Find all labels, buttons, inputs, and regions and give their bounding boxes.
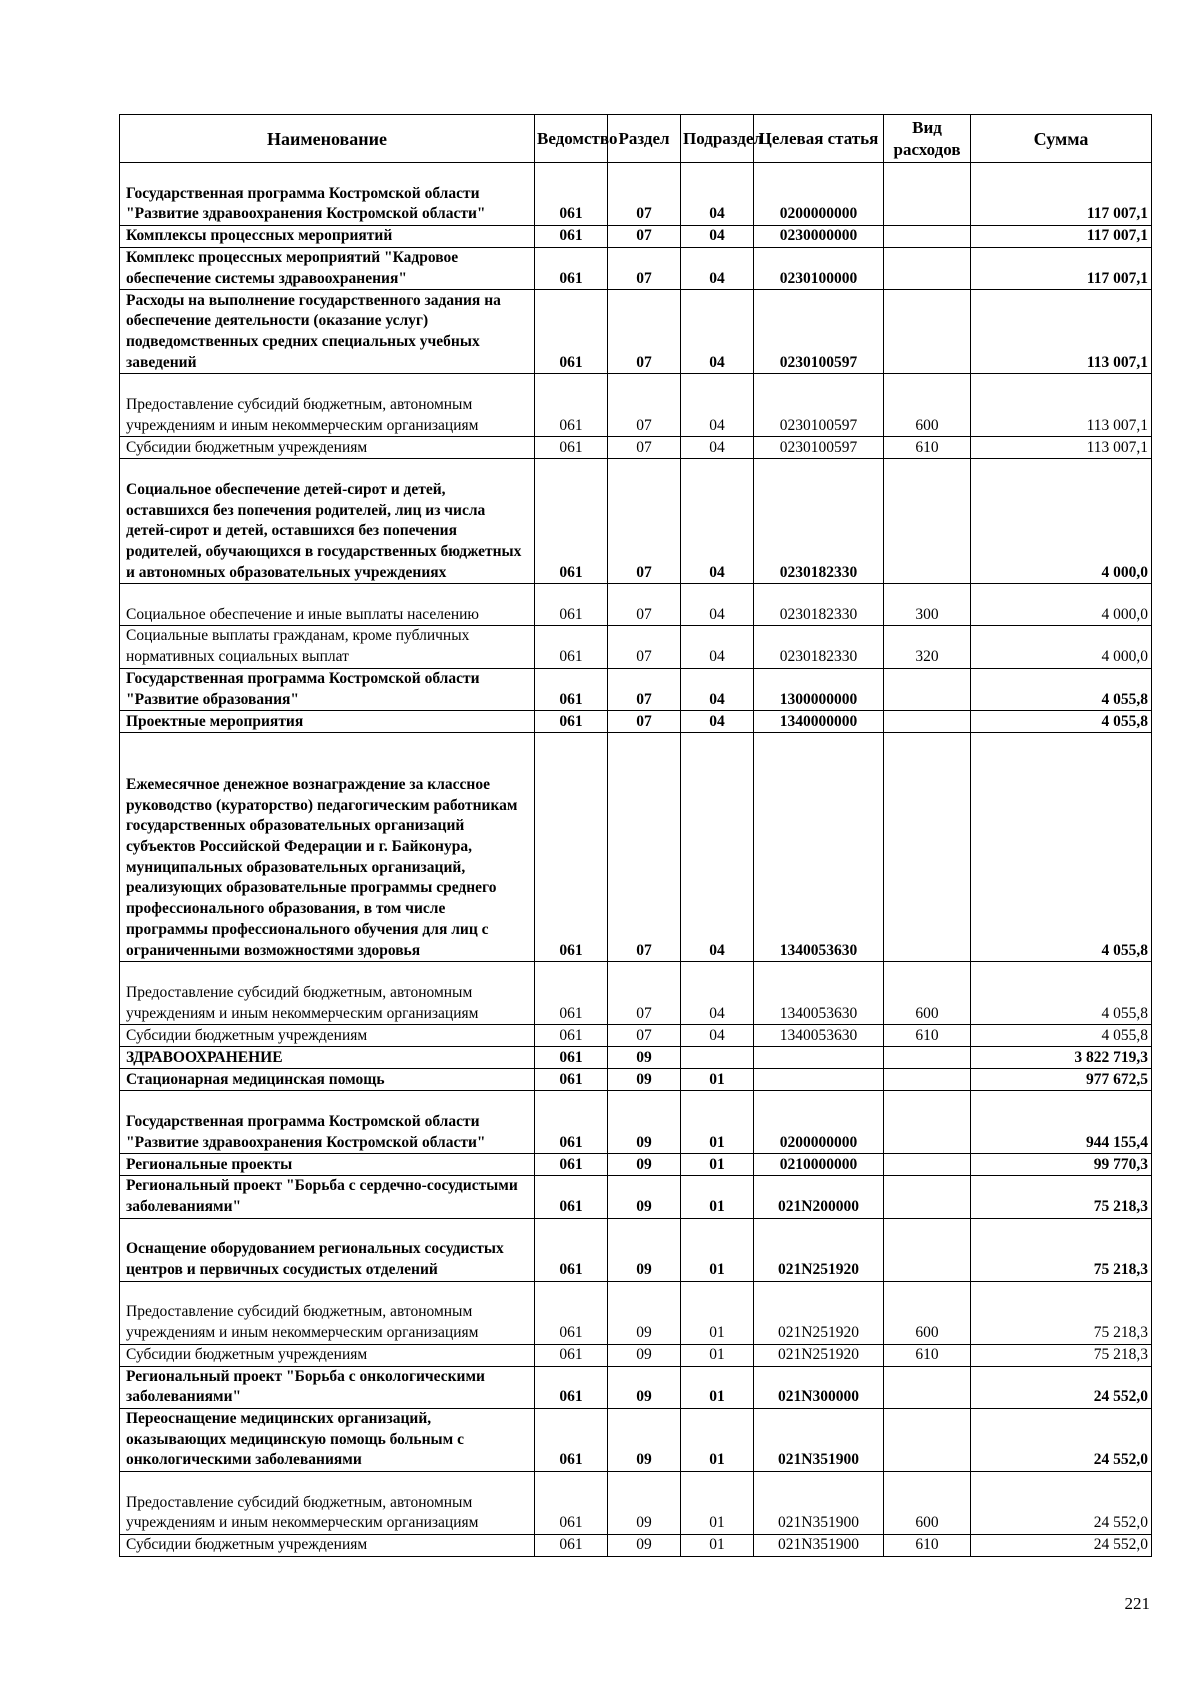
cell-name: Государственная программа Костромской области "Развитие здравоохранения Костромской области" [120,163,535,226]
cell-type [884,1176,971,1218]
cell-subsection: 01 [681,1535,754,1557]
cell-subsection: 04 [681,248,754,290]
cell-section: 07 [608,163,681,226]
cell-type [884,1366,971,1408]
cell-type [884,1409,971,1472]
table-row [120,1025,1152,1047]
cell-sum: 24 552,0 [971,1409,1152,1472]
header-sum: Сумма [971,115,1152,163]
cell-dept: 061 [535,1176,608,1218]
table-row [120,626,1152,668]
cell-sum: 944 155,4 [971,1091,1152,1154]
cell-sum: 117 007,1 [971,226,1152,248]
cell-target [754,1047,884,1069]
cell-section: 07 [608,733,681,962]
cell-section: 07 [608,437,681,459]
cell-target: 0210000000 [754,1154,884,1176]
cell-subsection: 04 [681,711,754,733]
cell-section: 09 [608,1472,681,1535]
cell-section: 07 [608,1025,681,1047]
cell-subsection: 04 [681,163,754,226]
cell-subsection: 01 [681,1091,754,1154]
header-section: Раздел [608,115,681,163]
cell-name: Субсидии бюджетным учреждениям [120,1344,535,1366]
cell-dept: 061 [535,459,608,584]
cell-sum: 75 218,3 [971,1176,1152,1218]
cell-dept: 061 [535,1535,608,1557]
table-row [120,711,1152,733]
cell-sum: 75 218,3 [971,1281,1152,1344]
cell-name: Региональный проект "Борьба с сердечно-сосудистыми заболеваниями" [120,1176,535,1218]
cell-type [884,1218,971,1281]
cell-section: 07 [608,226,681,248]
cell-dept: 061 [535,668,608,710]
cell-sum: 4 000,0 [971,584,1152,626]
cell-subsection [681,1047,754,1069]
cell-section: 09 [608,1176,681,1218]
cell-subsection: 04 [681,626,754,668]
cell-section: 07 [608,459,681,584]
header-dept: Ведомство [535,115,608,163]
cell-name: Предоставление субсидий бюджетным, автономным учреждениям и иным некоммерческим организациям [120,1472,535,1535]
cell-name: Комплекс процессных мероприятий "Кадровое обеспечение системы здравоохранения" [120,248,535,290]
table-row [120,290,1152,374]
cell-subsection: 04 [681,668,754,710]
cell-sum: 113 007,1 [971,290,1152,374]
cell-target: 021N351900 [754,1409,884,1472]
cell-type: 600 [884,962,971,1025]
cell-sum: 117 007,1 [971,248,1152,290]
cell-sum: 113 007,1 [971,437,1152,459]
cell-dept: 061 [535,248,608,290]
budget-table [119,114,1152,1557]
cell-name: Региональный проект "Борьба с онкологическими заболеваниями" [120,1366,535,1408]
cell-sum: 24 552,0 [971,1472,1152,1535]
cell-type [884,711,971,733]
cell-sum: 75 218,3 [971,1218,1152,1281]
table-row [120,226,1152,248]
cell-name: Субсидии бюджетным учреждениям [120,1025,535,1047]
cell-section: 07 [608,626,681,668]
cell-type [884,1154,971,1176]
cell-sum: 977 672,5 [971,1069,1152,1091]
cell-target: 021N251920 [754,1218,884,1281]
cell-type [884,226,971,248]
cell-target: 0230100000 [754,248,884,290]
cell-name: Субсидии бюджетным учреждениям [120,437,535,459]
table-row [120,1154,1152,1176]
cell-subsection: 01 [681,1281,754,1344]
cell-section: 09 [608,1366,681,1408]
cell-subsection: 04 [681,437,754,459]
cell-name: Государственная программа Костромской области "Развитие образования" [120,668,535,710]
cell-sum: 24 552,0 [971,1535,1152,1557]
cell-subsection: 04 [681,1025,754,1047]
cell-target: 021N200000 [754,1176,884,1218]
cell-subsection: 04 [681,962,754,1025]
cell-dept: 061 [535,437,608,459]
cell-name: Ежемесячное денежное вознаграждение за классное руководство (кураторство) педагогическим работникам государственных образовательных организаций субъектов Российской Федерации и г. Байконура, муниципальных образовательных организаций, реализующих образовательные программы среднего профессионального образования, в том числе программы профессионального обучения для лиц с ограниченными возможностями здоровья [120,733,535,962]
table-row [120,1281,1152,1344]
cell-type [884,459,971,584]
cell-target: 021N351900 [754,1472,884,1535]
cell-dept: 061 [535,1409,608,1472]
cell-section: 07 [608,374,681,437]
cell-target: 0230182330 [754,626,884,668]
cell-target: 1340053630 [754,1025,884,1047]
cell-subsection: 01 [681,1154,754,1176]
header-name: Наименование [120,115,535,163]
cell-dept: 061 [535,711,608,733]
cell-dept: 061 [535,1025,608,1047]
cell-type: 600 [884,1281,971,1344]
table-row [120,584,1152,626]
cell-name: Субсидии бюджетным учреждениям [120,1535,535,1557]
cell-section: 09 [608,1047,681,1069]
cell-section: 07 [608,668,681,710]
cell-target: 1340000000 [754,711,884,733]
cell-dept: 061 [535,1472,608,1535]
table-row [120,248,1152,290]
table-body [120,163,1152,1557]
cell-sum: 24 552,0 [971,1366,1152,1408]
cell-name: Социальные выплаты гражданам, кроме публичных нормативных социальных выплат [120,626,535,668]
header-type: Вид расходов [884,115,971,163]
cell-section: 09 [608,1409,681,1472]
cell-type [884,1091,971,1154]
table-row [120,1047,1152,1069]
cell-type: 610 [884,1344,971,1366]
cell-subsection: 01 [681,1409,754,1472]
cell-dept: 061 [535,584,608,626]
cell-name: Социальное обеспечение и иные выплаты населению [120,584,535,626]
table-row [120,962,1152,1025]
cell-type: 300 [884,584,971,626]
cell-section: 09 [608,1218,681,1281]
cell-section: 07 [608,584,681,626]
cell-dept: 061 [535,1218,608,1281]
cell-dept: 061 [535,733,608,962]
cell-name: Предоставление субсидий бюджетным, автономным учреждениям и иным некоммерческим организациям [120,1281,535,1344]
cell-dept: 061 [535,163,608,226]
cell-sum: 4 055,8 [971,962,1152,1025]
cell-subsection: 04 [681,290,754,374]
cell-section: 09 [608,1069,681,1091]
cell-sum: 3 822 719,3 [971,1047,1152,1069]
cell-dept: 061 [535,1091,608,1154]
cell-name: Проектные мероприятия [120,711,535,733]
cell-subsection: 04 [681,584,754,626]
cell-section: 09 [608,1344,681,1366]
cell-subsection: 01 [681,1344,754,1366]
cell-sum: 113 007,1 [971,374,1152,437]
cell-sum: 4 055,8 [971,733,1152,962]
cell-target: 0230000000 [754,226,884,248]
cell-type [884,248,971,290]
cell-name: Предоставление субсидий бюджетным, автономным учреждениям и иным некоммерческим организациям [120,374,535,437]
cell-dept: 061 [535,1366,608,1408]
cell-target: 1340053630 [754,733,884,962]
cell-target: 1340053630 [754,962,884,1025]
cell-name: Расходы на выполнение государственного задания на обеспечение деятельности (оказание услуг) подведомственных средних специальных учебных заведений [120,290,535,374]
page-number: 221 [1124,1594,1150,1613]
cell-sum: 99 770,3 [971,1154,1152,1176]
table-row [120,1409,1152,1472]
cell-name: Комплексы процессных мероприятий [120,226,535,248]
cell-section: 09 [608,1154,681,1176]
cell-type [884,163,971,226]
cell-dept: 061 [535,290,608,374]
table-row [120,1344,1152,1366]
cell-subsection: 01 [681,1366,754,1408]
cell-sum: 4 055,8 [971,668,1152,710]
cell-section: 07 [608,711,681,733]
cell-dept: 061 [535,1069,608,1091]
header-subsection: Подраздел [681,115,754,163]
cell-target: 0230182330 [754,584,884,626]
table-row [120,733,1152,962]
table-row [120,1472,1152,1535]
table-header [120,115,1152,163]
table-row [120,374,1152,437]
cell-target: 0230182330 [754,459,884,584]
cell-target [754,1069,884,1091]
cell-section: 09 [608,1091,681,1154]
table-row [120,163,1152,226]
cell-subsection: 04 [681,733,754,962]
cell-type: 610 [884,1025,971,1047]
cell-target: 1300000000 [754,668,884,710]
table-row [120,1091,1152,1154]
cell-name: ЗДРАВООХРАНЕНИЕ [120,1047,535,1069]
cell-section: 07 [608,290,681,374]
cell-sum: 4 055,8 [971,711,1152,733]
cell-sum: 4 000,0 [971,459,1152,584]
table-row [120,1535,1152,1557]
cell-dept: 061 [535,1154,608,1176]
cell-subsection: 04 [681,459,754,584]
header-target: Целевая статья [754,115,884,163]
cell-name: Государственная программа Костромской области "Развитие здравоохранения Костромской области" [120,1091,535,1154]
cell-target: 021N251920 [754,1281,884,1344]
cell-name: Социальное обеспечение детей-сирот и детей, оставшихся без попечения родителей, лиц из числа детей-сирот и детей, оставшихся без попечения родителей, обучающихся в государственных бюджетных и автономных образовательных учреждениях [120,459,535,584]
cell-type: 600 [884,374,971,437]
cell-dept: 061 [535,962,608,1025]
cell-target: 0230100597 [754,290,884,374]
cell-section: 09 [608,1535,681,1557]
cell-section: 07 [608,248,681,290]
cell-target: 0200000000 [754,1091,884,1154]
table-row [120,1176,1152,1218]
cell-sum: 117 007,1 [971,163,1152,226]
cell-type: 600 [884,1472,971,1535]
cell-sum: 4 000,0 [971,626,1152,668]
cell-sum: 75 218,3 [971,1344,1152,1366]
table-row [120,437,1152,459]
cell-type [884,1047,971,1069]
cell-subsection: 04 [681,374,754,437]
cell-type: 320 [884,626,971,668]
table-row [120,1366,1152,1408]
cell-section: 07 [608,962,681,1025]
cell-type: 610 [884,1535,971,1557]
cell-type [884,733,971,962]
cell-dept: 061 [535,374,608,437]
table-row [120,668,1152,710]
cell-target: 0200000000 [754,163,884,226]
cell-section: 09 [608,1281,681,1344]
cell-target: 0230100597 [754,437,884,459]
cell-target: 021N300000 [754,1366,884,1408]
cell-sum: 4 055,8 [971,1025,1152,1047]
cell-dept: 061 [535,226,608,248]
cell-target: 021N351900 [754,1535,884,1557]
cell-name: Предоставление субсидий бюджетным, автономным учреждениям и иным некоммерческим организациям [120,962,535,1025]
cell-dept: 061 [535,626,608,668]
cell-name: Переоснащение медицинских организаций, оказывающих медицинскую помощь больным с онкологическими заболеваниями [120,1409,535,1472]
cell-type [884,668,971,710]
cell-subsection: 01 [681,1176,754,1218]
cell-target: 0230100597 [754,374,884,437]
cell-target: 021N251920 [754,1344,884,1366]
cell-subsection: 01 [681,1472,754,1535]
cell-dept: 061 [535,1047,608,1069]
cell-name: Стационарная медицинская помощь [120,1069,535,1091]
cell-dept: 061 [535,1281,608,1344]
cell-type [884,1069,971,1091]
cell-type [884,290,971,374]
cell-subsection: 01 [681,1069,754,1091]
table-row [120,459,1152,584]
table-row [120,1218,1152,1281]
cell-subsection: 01 [681,1218,754,1281]
cell-name: Региональные проекты [120,1154,535,1176]
header-row [120,115,1152,163]
table-row [120,1069,1152,1091]
cell-name: Оснащение оборудованием региональных сосудистых центров и первичных сосудистых отделений [120,1218,535,1281]
cell-dept: 061 [535,1344,608,1366]
cell-type: 610 [884,437,971,459]
cell-subsection: 04 [681,226,754,248]
